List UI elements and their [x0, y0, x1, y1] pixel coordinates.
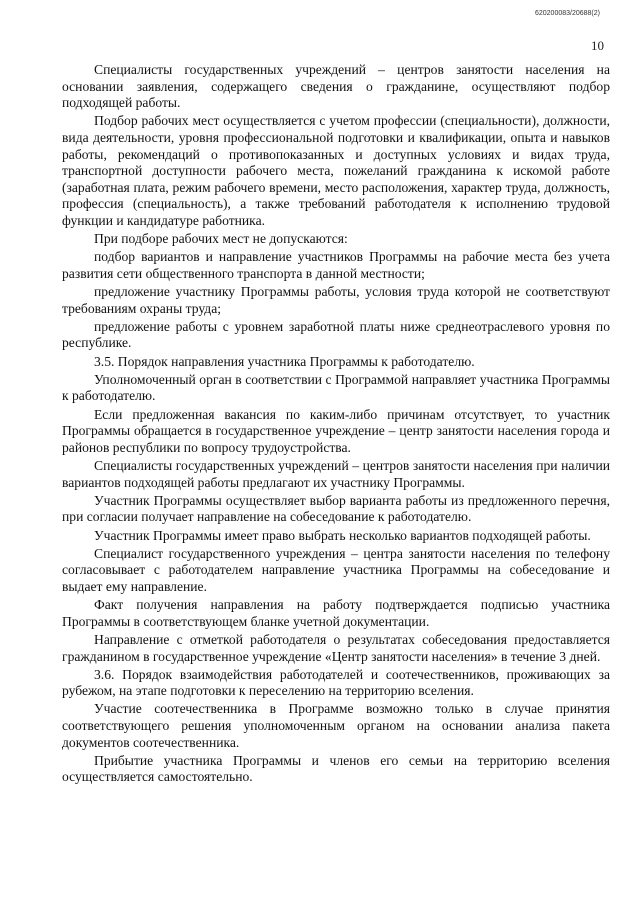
- paragraph: Участие соотечественника в Программе возможно только в случае принятия соответствующего решения уполномоченным органом на основании анализа пакета документов соотечественника.: [62, 701, 610, 750]
- section-heading: 3.6. Порядок взаимодействия работодателей и соотечественников, проживающих за рубежом, на этапе подготовки к переселению на территорию вселения.: [62, 666, 610, 699]
- paragraph: Специалисты государственных учреждений – центров занятости населения при наличии вариантов подходящей работы предлагают их участнику Программы.: [62, 458, 610, 490]
- paragraph: Если предложенная вакансия по каким-либо причинам отсутствует, то участник Программы обращается в государственное учреждение – центр занятости населения города и районов республики по вопросу трудоустройства.: [62, 406, 610, 455]
- paragraph: предложение участнику Программы работы, условия труда которой не соответствуют требованиям охраны труда;: [62, 284, 610, 316]
- paragraph: Направление с отметкой работодателя о результатах собеседования предоставляется гражданином в государственное учреждение «Центр занятости населения» в течение 3 дней.: [62, 631, 610, 664]
- paragraph: Прибытие участника Программы и членов его семьи на территорию вселения осуществляется самостоятельно.: [62, 752, 610, 785]
- paragraph: Подбор рабочих мест осуществляется с учетом профессии (специальности), должности, вида деятельности, уровня профессиональной подготовки и квалификации, опыта и навыков работы, рекомендаций о противопоказанных и доступных условиях и видах труда, транспортной доступности рабочего места, пожеланий гражданина к искомой работе (заработная плата, режим рабочего времени, место расположения, характер труда, должность, профессия (специальность), а также требований работодателя к исполнению трудовой функции и кандидатуре работника.: [62, 113, 610, 228]
- section-heading: 3.5. Порядок направления участника Программы к работодателю.: [94, 353, 475, 369]
- paragraph: Уполномоченный орган в соответствии с Программой направляет участника Программы к работодателю.: [62, 371, 610, 404]
- paragraph: При подборе рабочих мест не допускаются:: [94, 231, 348, 247]
- document-body: [62, 62, 610, 788]
- paragraph: Участник Программы имеет право выбрать несколько вариантов подходящей работы.: [94, 527, 591, 543]
- paragraph: подбор вариантов и направление участников Программы на рабочие места без учета развития сети общественного транспорта в данной местности;: [62, 249, 610, 281]
- paragraph: Факт получения направления на работу подтверждается подписью участника Программы в соответствующем бланке учетной документации.: [62, 597, 610, 629]
- paragraph: Специалисты государственных учреждений – центров занятости населения на основании заявления, содержащего сведения о гражданине, осуществляют подбор подходящей работы.: [62, 62, 610, 111]
- paragraph: Специалист государственного учреждения – центра занятости населения по телефону согласовывает с работодателем направление участника Программы на собеседование и выдает ему направление.: [62, 545, 610, 594]
- page-number: 10: [591, 38, 604, 53]
- document-id: 620200083/20688(2): [534, 10, 600, 17]
- paragraph: Участник Программы осуществляет выбор варианта работы из предложенного перечня, при согласии получает направление на собеседование к работодателю.: [62, 492, 610, 525]
- paragraph: предложение работы с уровнем заработной платы ниже среднеотраслевого уровня по республике.: [62, 318, 610, 351]
